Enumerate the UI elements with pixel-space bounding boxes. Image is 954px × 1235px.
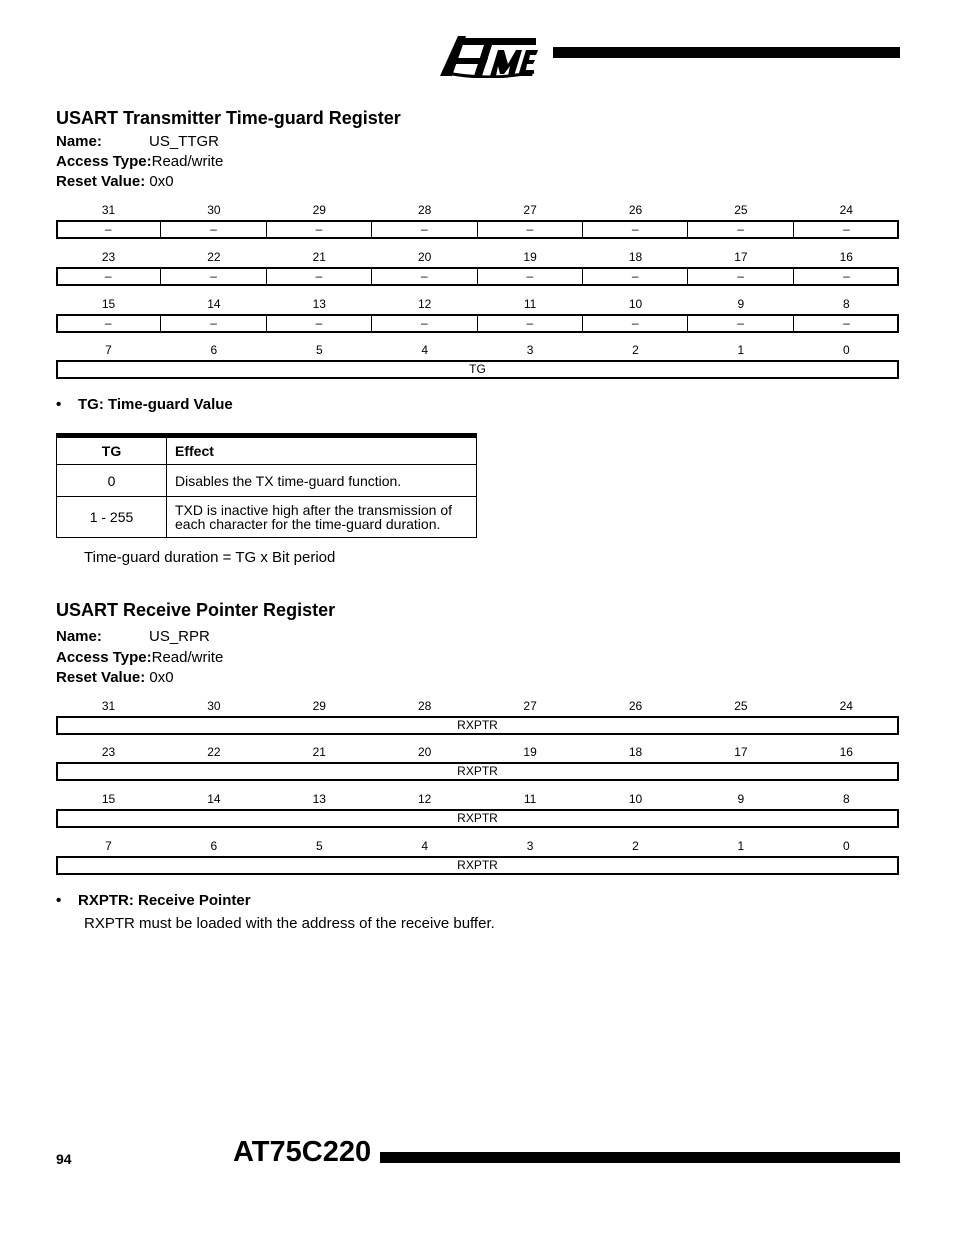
register-field: – [161, 316, 266, 331]
register-field: – [583, 316, 688, 331]
bit-number-row [56, 699, 899, 713]
bit-number-row [56, 250, 899, 264]
bit-number: 10 [628, 297, 643, 311]
atmel-logo [438, 28, 540, 78]
table-cell: 0 [57, 465, 167, 497]
bit-number: 17 [734, 745, 748, 759]
register-fields [56, 762, 899, 781]
section-title-ttgr: USART Transmitter Time-guard Register [56, 108, 401, 128]
register-field: – [56, 222, 161, 237]
bit-number: 22 [207, 250, 221, 264]
table-row [57, 465, 477, 497]
table-row [57, 497, 477, 538]
bit-number: 16 [839, 745, 853, 759]
bit-number: 21 [312, 250, 326, 264]
bit-number: 19 [523, 250, 537, 264]
bit-number: 0 [842, 839, 850, 853]
bit-number-row [56, 792, 899, 806]
bit-number: 23 [101, 250, 116, 264]
bit-number: 17 [734, 250, 748, 264]
bit-number: 13 [312, 297, 326, 311]
register-field: – [688, 316, 793, 331]
register-field: – [267, 269, 372, 284]
bit-number: 0 [842, 343, 850, 357]
bit-number: 18 [628, 250, 643, 264]
register-field: – [478, 269, 583, 284]
bit-number: 11 [523, 297, 537, 311]
rpr-reset: Reset Value: 0x0 [56, 669, 174, 686]
register-fields [56, 809, 899, 828]
bit-number: 9 [737, 792, 745, 806]
bit-number: 23 [101, 745, 116, 759]
register-fields [56, 856, 899, 875]
bit-number: 1 [737, 839, 745, 853]
register-field: – [478, 222, 583, 237]
bit-number: 26 [628, 203, 643, 217]
register-fields [56, 360, 899, 379]
bit-number: 2 [632, 343, 639, 357]
page-number: 94 [56, 1151, 72, 1167]
bit-number: 13 [312, 792, 326, 806]
section-title-rpr: USART Receive Pointer Register [56, 600, 336, 620]
register-field: – [583, 222, 688, 237]
table-header-row [57, 438, 477, 465]
bit-number: 5 [315, 343, 323, 357]
register-field: – [161, 222, 266, 237]
ttgr-name: Name: US_TTGR [56, 133, 220, 150]
bit-number: 27 [523, 699, 537, 713]
bit-number: 16 [839, 250, 853, 264]
bit-number: 7 [105, 343, 112, 357]
register-field: – [372, 222, 477, 237]
bit-number: 29 [312, 699, 326, 713]
ttgr-reset: Reset Value: 0x0 [56, 173, 174, 190]
register-field: – [843, 269, 850, 283]
bit-number: 30 [207, 699, 221, 713]
table-header-effect: Effect [167, 438, 477, 465]
register-field: RXPTR [457, 764, 498, 778]
bit-number: 4 [421, 839, 429, 853]
bit-number: 28 [418, 699, 432, 713]
register-field: – [161, 269, 266, 284]
register-field: – [843, 222, 850, 236]
bit-number: 20 [418, 250, 432, 264]
register-field: – [843, 316, 850, 330]
register-field: – [56, 269, 161, 284]
bit-number: 15 [101, 792, 116, 806]
tg-effect-table [56, 433, 477, 538]
bit-number: 24 [839, 699, 853, 713]
bit-number: 12 [418, 297, 432, 311]
bit-number: 25 [734, 699, 748, 713]
ttgr-note: Time-guard duration = TG x Bit period [84, 549, 336, 566]
bit-number-row [56, 343, 899, 357]
bit-number: 26 [628, 699, 643, 713]
register-field: – [478, 316, 583, 331]
product-title: AT75C220 [233, 1136, 372, 1168]
rpr-access: Access Type:Read/write [56, 649, 224, 666]
header-rule [553, 47, 900, 58]
register-field: RXPTR [457, 811, 498, 825]
table-cell: Disables the TX time-guard function. [167, 465, 477, 497]
bit-number: 28 [418, 203, 432, 217]
footer-rule [380, 1152, 900, 1163]
bit-number: 27 [523, 203, 537, 217]
bit-number: 2 [632, 839, 639, 853]
bit-number-row [56, 297, 899, 311]
bit-number-row [56, 839, 899, 853]
bit-number: 30 [207, 203, 221, 217]
register-fields [56, 267, 899, 286]
bit-number: 31 [101, 203, 116, 217]
ttgr-bullet: • TG: Time-guard Value [56, 396, 233, 413]
bit-number: 9 [737, 297, 745, 311]
bit-number: 12 [418, 792, 432, 806]
bit-number: 20 [418, 745, 432, 759]
bit-number: 15 [101, 297, 116, 311]
register-field: – [267, 316, 372, 331]
bit-number-row [56, 203, 899, 217]
bit-number: 11 [523, 792, 537, 806]
register-field: – [372, 269, 477, 284]
bit-number: 10 [628, 792, 643, 806]
ttgr-access: Access Type:Read/write [56, 153, 224, 170]
rpr-name: Name: US_RPR [56, 628, 210, 645]
table-header-tg: TG [57, 438, 167, 465]
bit-number: 1 [737, 343, 745, 357]
register-fields [56, 220, 899, 239]
rpr-bullet: • RXPTR: Receive Pointer [56, 892, 251, 909]
register-field: – [267, 222, 372, 237]
register-field: – [688, 269, 793, 284]
bit-number: 7 [105, 839, 112, 853]
bit-number: 21 [312, 745, 326, 759]
bit-number: 19 [523, 745, 537, 759]
rpr-note: RXPTR must be loaded with the address of the receive buffer. [84, 915, 495, 932]
bit-number: 25 [734, 203, 748, 217]
bit-number: 24 [839, 203, 853, 217]
bit-number: 29 [312, 203, 326, 217]
bit-number: 8 [842, 297, 850, 311]
bit-number: 4 [421, 343, 429, 357]
bit-number-row [56, 745, 899, 759]
bit-number: 18 [628, 745, 643, 759]
bit-number: 22 [207, 745, 221, 759]
bit-number: 3 [526, 343, 534, 357]
bit-number: 8 [842, 792, 850, 806]
table-cell: TXD is inactive high after the transmission of each character for the time-guard duration. [167, 497, 477, 538]
bit-number: 14 [207, 297, 221, 311]
bit-number: 3 [526, 839, 534, 853]
register-field: RXPTR [457, 858, 498, 872]
register-fields [56, 716, 899, 735]
bit-number: 14 [207, 792, 221, 806]
register-field: – [688, 222, 793, 237]
bit-number: 6 [210, 343, 218, 357]
bit-number: 31 [101, 699, 116, 713]
register-field: RXPTR [457, 718, 498, 732]
register-field: – [56, 316, 161, 331]
bit-number: 6 [210, 839, 218, 853]
register-field: – [583, 269, 688, 284]
register-field: TG [469, 362, 486, 376]
bit-number: 5 [315, 839, 323, 853]
table-cell: 1 - 255 [57, 497, 167, 538]
register-field: – [372, 316, 477, 331]
register-fields [56, 314, 899, 333]
